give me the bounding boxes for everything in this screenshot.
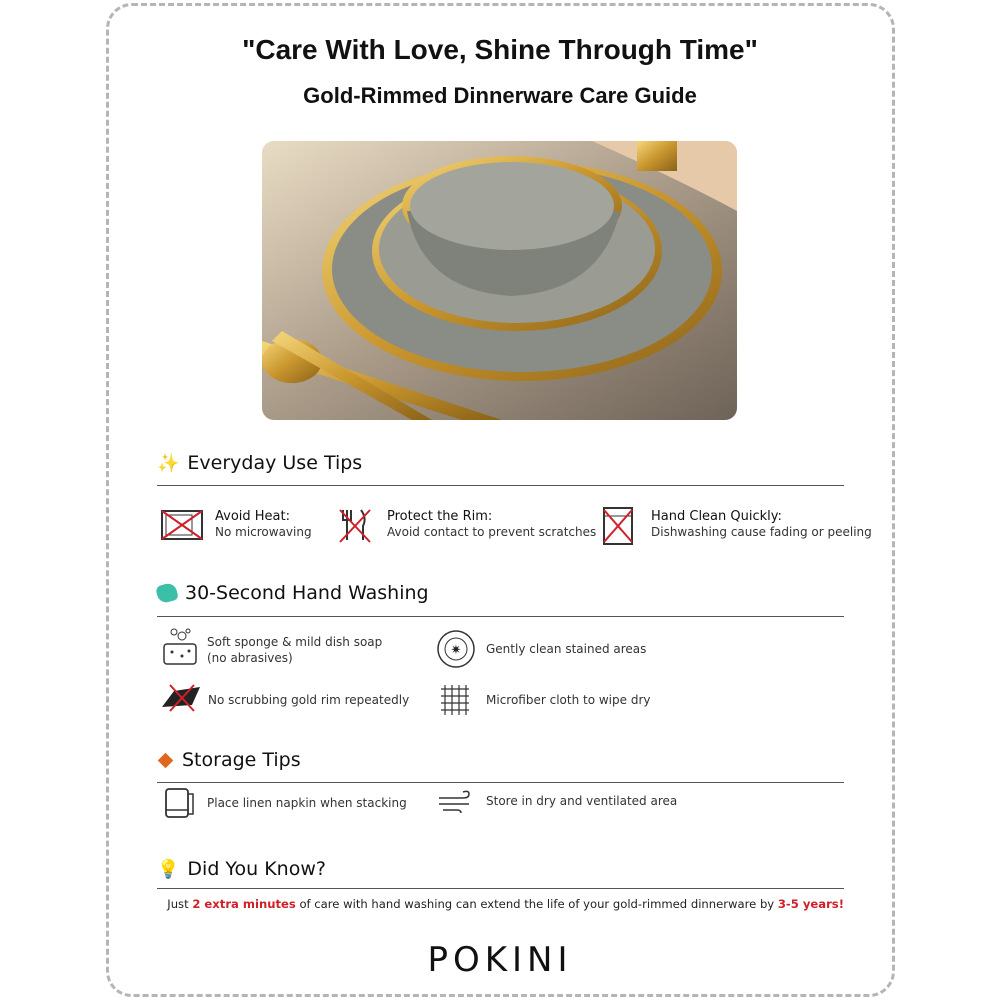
storage-tip-dry: Store in dry and ventilated area: [486, 794, 678, 808]
tip-title: Avoid Heat:: [215, 509, 290, 524]
section-washing-heading: [157, 582, 429, 604]
divider: [157, 485, 844, 486]
svg-text:✷: ✷: [450, 643, 462, 658]
wash-tip-stains: Gently clean stained areas: [486, 642, 647, 656]
tip-title: Hand Clean Quickly:: [651, 509, 782, 524]
lightbulb-icon: 💡: [157, 858, 180, 880]
no-scrubbing-icon: [160, 683, 202, 717]
tip-text: (no abrasives): [207, 651, 293, 665]
section-title: 30-Second Hand Washing: [185, 582, 429, 604]
wash-tip-microfiber: Microfiber cloth to wipe dry: [486, 693, 651, 707]
tip-avoid-heat: [215, 509, 312, 540]
no-dishwasher-icon: [601, 506, 635, 550]
wind-icon: [437, 790, 475, 818]
highlight: 3-5 years!: [777, 897, 844, 911]
tip-hand-clean: [651, 509, 872, 540]
wash-tip-no-scrub: No scrubbing gold rim repeatedly: [208, 693, 410, 707]
divider: [157, 782, 844, 783]
sponge-soap-icon: [162, 626, 198, 670]
section-dyk-heading: [157, 858, 326, 880]
dinnerware-photo: [262, 141, 737, 420]
wash-tip-sponge: [207, 634, 382, 666]
no-microwave-icon: [160, 507, 204, 547]
tip-desc: Avoid contact to prevent scratches: [387, 525, 597, 539]
napkin-icon: [163, 786, 197, 824]
tip-desc: No microwaving: [215, 525, 312, 539]
tip-desc: Dishwashing cause fading or peeling: [651, 525, 872, 539]
divider: [157, 888, 844, 889]
did-you-know-text: [157, 897, 844, 911]
microfiber-cloth-icon: [438, 683, 472, 721]
text: of care with hand washing can extend the life of your gold-rimmed dinnerware by: [295, 897, 778, 911]
sponge-icon: [155, 582, 179, 605]
section-title: Did You Know?: [187, 858, 326, 880]
sparkle-icon: ✨: [157, 452, 180, 474]
divider: [157, 616, 844, 617]
tip-protect-rim: [387, 509, 596, 540]
highlight: 2 extra minutes: [192, 897, 296, 911]
tip-title: Protect the Rim:: [387, 509, 493, 524]
section-title: Everyday Use Tips: [187, 452, 363, 474]
brand-logo: POKINI: [427, 940, 573, 980]
no-cutlery-icon: [337, 506, 373, 550]
section-title: Storage Tips: [182, 749, 301, 771]
page-title: "Care With Love, Shine Through Time": [242, 34, 758, 65]
storage-tip-napkin: Place linen napkin when stacking: [207, 796, 407, 810]
tip-text: Soft sponge & mild dish soap: [207, 635, 383, 649]
section-storage-heading: [157, 749, 301, 771]
diamond-icon: [158, 752, 174, 768]
section-everyday-heading: [157, 452, 362, 474]
page-subtitle: Gold-Rimmed Dinnerware Care Guide: [303, 83, 697, 108]
text: Just: [167, 897, 193, 911]
stained-plate-icon: [436, 629, 476, 673]
